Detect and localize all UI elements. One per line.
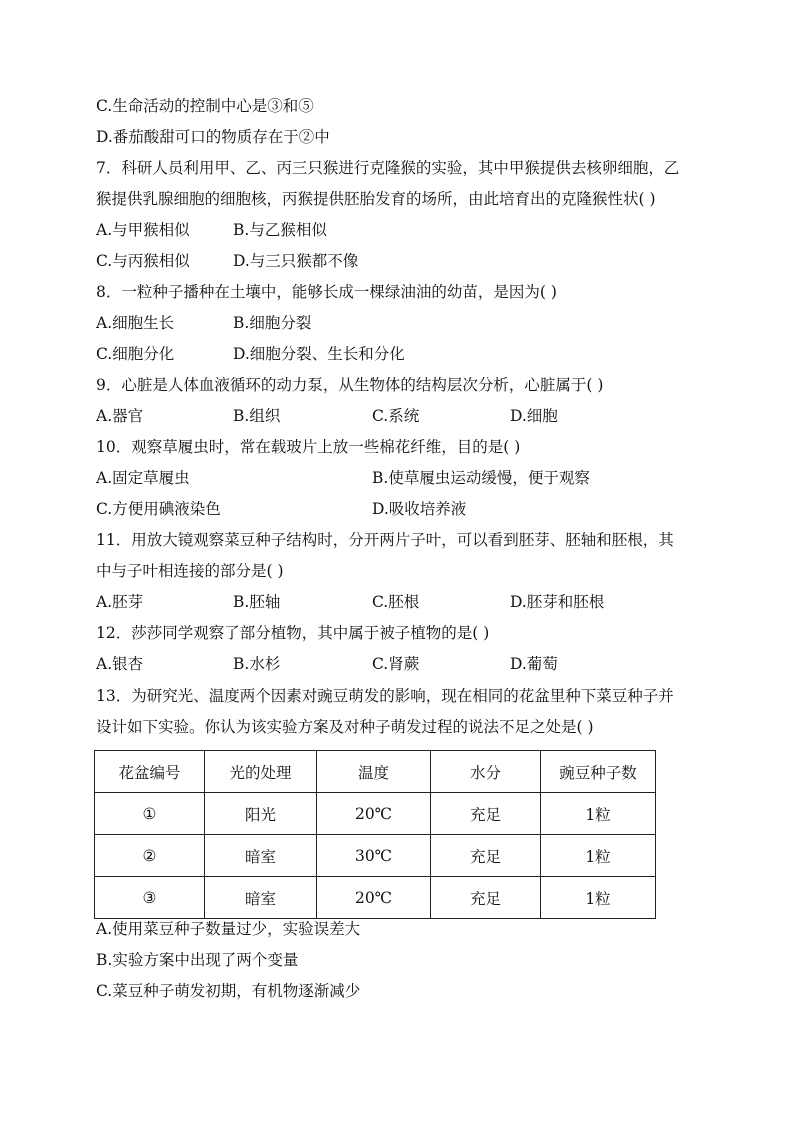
question-10: 10．观察草履虫时，常在载玻片上放一些棉花纤维，目的是( ) [96, 438, 521, 456]
q8-option-d: D.细胞分裂、生长和分化 [233, 345, 405, 363]
table-cell: 充足 [431, 793, 541, 835]
q10-option-b: B.使草履虫运动缓慢，便于观察 [372, 469, 590, 487]
table-header: 豌豆种子数 [541, 751, 656, 793]
q7-option-b: B.与乙猴相似 [233, 221, 327, 239]
q13-option-c: C.菜豆种子萌发初期，有机物逐渐减少 [96, 982, 361, 1000]
table-cell: 30℃ [317, 835, 431, 877]
question-11-line-2: 中与子叶相连接的部分是( ) [96, 562, 284, 580]
table-cell: 暗室 [205, 877, 317, 919]
table-header-row [95, 751, 656, 793]
table-cell: 20℃ [317, 793, 431, 835]
question-12: 12．莎莎同学观察了部分植物，其中属于被子植物的是( ) [96, 624, 490, 642]
question-13-line-2: 设计如下实验。你认为该实验方案及对种子萌发过程的说法不足之处是( ) [96, 718, 594, 736]
q12-option-d: D.葡萄 [510, 655, 558, 673]
q11-option-d: D.胚芽和胚根 [510, 593, 605, 611]
q12-option-b: B.水杉 [233, 655, 281, 673]
question-8: 8．一粒种子播种在土壤中，能够长成一棵绿油油的幼苗，是因为( ) [96, 283, 557, 301]
table-header: 水分 [431, 751, 541, 793]
q7-option-c: C.与丙猴相似 [96, 252, 190, 270]
table-cell: ① [95, 793, 205, 835]
q8-option-b: B.细胞分裂 [233, 314, 312, 332]
q10-option-d: D.吸收培养液 [372, 500, 467, 518]
q13-option-a: A.使用菜豆种子数量过少，实验误差大 [96, 920, 361, 938]
q8-option-c: C.细胞分化 [96, 345, 175, 363]
table-cell: 1粒 [541, 793, 656, 835]
table-header: 温度 [317, 751, 431, 793]
question-11-line-1: 11．用放大镜观察菜豆种子结构时，分开两片子叶，可以看到胚芽、胚轴和胚根，其 [96, 531, 674, 549]
table-row [95, 877, 656, 919]
q10-option-c: C.方便用碘液染色 [96, 500, 221, 518]
q13-option-b: B.实验方案中出现了两个变量 [96, 951, 299, 969]
table-row [95, 793, 656, 835]
table-row [95, 835, 656, 877]
table-cell: 充足 [431, 835, 541, 877]
option-d-previous: D.番茄酸甜可口的物质存在于②中 [96, 128, 330, 146]
question-9: 9．心脏是人体血液循环的动力泵，从生物体的结构层次分析，心脏属于( ) [96, 376, 604, 394]
table-cell: 阳光 [205, 793, 317, 835]
table-cell: 充足 [431, 877, 541, 919]
q9-option-b: B.组织 [233, 407, 281, 425]
experiment-table [94, 750, 656, 919]
q12-option-a: A.银杏 [96, 655, 144, 673]
table-cell: 1粒 [541, 877, 656, 919]
option-c-previous: C.生命活动的控制中心是③和⑤ [96, 97, 314, 115]
q8-option-a: A.细胞生长 [96, 314, 175, 332]
q10-option-a: A.固定草履虫 [96, 469, 190, 487]
q9-option-a: A.器官 [96, 407, 144, 425]
table-cell: 20℃ [317, 877, 431, 919]
table-cell: ② [95, 835, 205, 877]
q11-option-c: C.胚根 [372, 593, 420, 611]
question-13-line-1: 13．为研究光、温度两个因素对豌豆萌发的影响，现在相同的花盆里种下菜豆种子并 [96, 687, 674, 705]
question-7-line-1: 7．科研人员利用甲、乙、丙三只猴进行克隆猴的实验，其中甲猴提供去核卵细胞，乙 [96, 159, 680, 177]
q11-option-a: A.胚芽 [96, 593, 144, 611]
q9-option-c: C.系统 [372, 407, 420, 425]
table-cell: 暗室 [205, 835, 317, 877]
table-header: 花盆编号 [95, 751, 205, 793]
q12-option-c: C.肾蕨 [372, 655, 420, 673]
q9-option-d: D.细胞 [510, 407, 558, 425]
q11-option-b: B.胚轴 [233, 593, 281, 611]
q7-option-a: A.与甲猴相似 [96, 221, 190, 239]
question-7-line-2: 猴提供乳腺细胞的细胞核，丙猴提供胚胎发育的场所，由此培育出的克隆猴性状( ) [96, 190, 656, 208]
q7-option-d: D.与三只猴都不像 [233, 252, 359, 270]
table-cell: 1粒 [541, 835, 656, 877]
table-cell: ③ [95, 877, 205, 919]
table-header: 光的处理 [205, 751, 317, 793]
